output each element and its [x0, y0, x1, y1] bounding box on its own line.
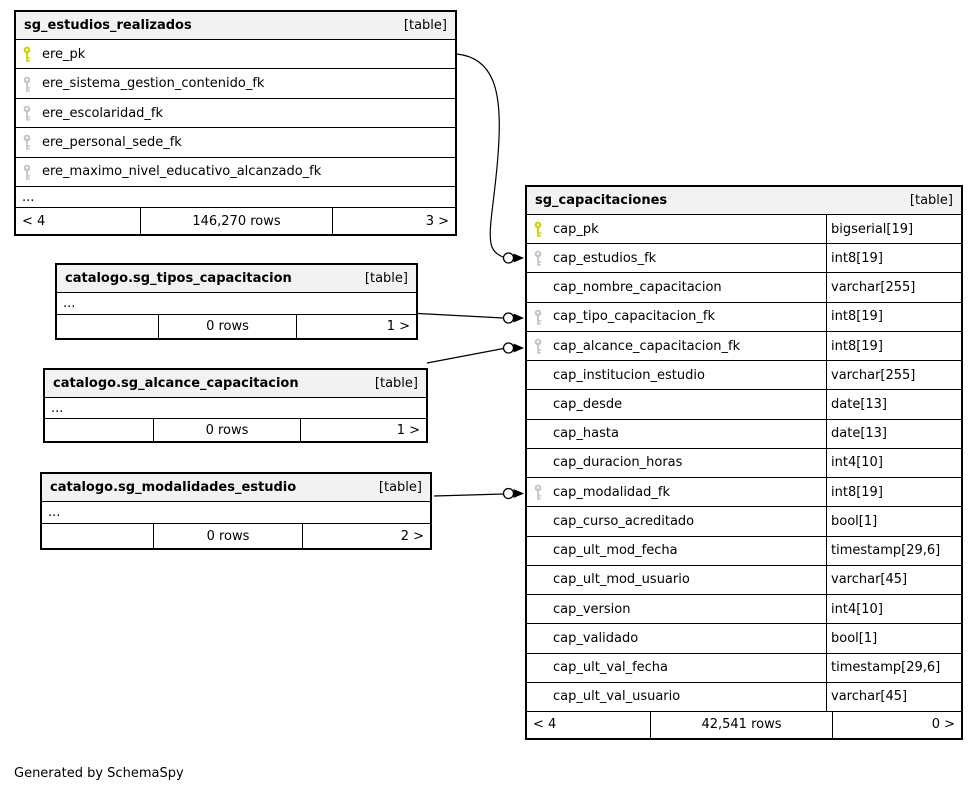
table-tag: [table] — [364, 271, 408, 286]
table-footer — [42, 524, 430, 548]
column-type: timestamp[29,6] — [826, 654, 961, 682]
foreign-key-icon — [22, 164, 32, 180]
edge-estudios-to-cap-estudios-fk — [457, 54, 503, 257]
table-row — [527, 361, 961, 390]
column-type: int8[19] — [826, 244, 961, 272]
column-name: cap_tipo_capacitacion_fk — [553, 309, 715, 325]
table-row — [16, 69, 455, 98]
table-footer — [527, 712, 961, 738]
edge-arrowhead — [514, 254, 525, 263]
table-row — [527, 215, 961, 244]
edge-endpoint-circle — [504, 253, 514, 263]
column-type: bool[1] — [826, 624, 961, 652]
column-name: cap_duracion_horas — [553, 455, 683, 471]
related-tables-left: < 4 — [533, 717, 557, 733]
column-name: cap_modalidad_fk — [553, 484, 670, 500]
table-row — [527, 420, 961, 449]
edge-alcance-to-cap-alcance-fk — [427, 349, 504, 364]
table-row — [527, 537, 961, 566]
column-name: cap_ult_mod_usuario — [553, 572, 690, 588]
column-type: int8[19] — [826, 478, 961, 506]
table-sg-capacitaciones[interactable] — [525, 185, 963, 740]
column-name: ere_personal_sede_fk — [42, 134, 182, 150]
table-sg-estudios-realizados[interactable] — [14, 10, 457, 236]
column-name: cap_validado — [553, 630, 639, 646]
table-row — [527, 566, 961, 595]
column-name: cap_nombre_capacitacion — [553, 280, 722, 296]
table-title[interactable]: catalogo.sg_tipos_capacitacion — [65, 271, 292, 286]
column-type: int4[10] — [826, 449, 961, 477]
hidden-columns-ellipsis: ... — [57, 293, 416, 315]
table-title[interactable]: catalogo.sg_alcance_capacitacion — [53, 376, 299, 391]
table-row — [527, 507, 961, 536]
column-name: cap_pk — [553, 221, 599, 237]
generated-by-note: Generated by SchemaSpy — [14, 766, 184, 781]
table-header — [42, 474, 430, 502]
column-type: bigserial[19] — [826, 215, 961, 243]
column-type: int8[19] — [826, 332, 961, 360]
edge-arrowhead — [514, 314, 525, 323]
row-count: 42,541 rows — [650, 712, 833, 738]
hidden-columns-ellipsis: ... — [45, 398, 426, 419]
column-name: cap_institucion_estudio — [553, 367, 705, 383]
table-header — [45, 370, 426, 398]
column-name: cap_ult_val_fecha — [553, 660, 669, 676]
primary-key-icon — [533, 221, 543, 237]
table-tag: [table] — [374, 376, 418, 391]
table-tag: [table] — [909, 193, 953, 208]
table-footer — [45, 419, 426, 441]
column-name: cap_desde — [553, 397, 623, 413]
table-title[interactable]: catalogo.sg_modalidades_estudio — [50, 480, 297, 495]
edge-endpoint-circle — [504, 343, 514, 353]
foreign-key-icon — [22, 105, 32, 121]
column-type: int8[19] — [826, 303, 961, 331]
column-type: timestamp[29,6] — [826, 537, 961, 565]
column-name: cap_ult_mod_fecha — [553, 543, 678, 559]
table-row — [527, 683, 961, 712]
table-row — [527, 595, 961, 624]
hidden-columns-ellipsis: ... — [42, 502, 430, 524]
column-type: int4[10] — [826, 595, 961, 623]
table-header — [57, 265, 416, 293]
row-count: 0 rows — [153, 524, 303, 548]
related-tables-left — [45, 419, 153, 441]
table-row — [527, 244, 961, 273]
table-row — [527, 390, 961, 419]
foreign-key-icon — [533, 484, 543, 500]
column-name: ere_pk — [42, 46, 86, 62]
related-tables-right: 2 > — [400, 528, 424, 544]
related-tables-left: < 4 — [22, 213, 46, 229]
table-row — [16, 128, 455, 157]
column-name: ere_escolaridad_fk — [42, 105, 164, 121]
related-tables-right: 3 > — [425, 213, 449, 229]
column-name: ere_maximo_nivel_educativo_alcanzado_fk — [42, 164, 322, 180]
edge-arrowhead — [514, 489, 525, 498]
table-row — [527, 273, 961, 302]
column-name: cap_version — [553, 601, 631, 617]
column-type: varchar[255] — [826, 273, 961, 301]
edge-tipos-to-cap-tipo-fk — [418, 314, 504, 319]
table-tag: [table] — [378, 480, 422, 495]
table-row — [527, 303, 961, 332]
table-header — [16, 12, 455, 40]
foreign-key-icon — [533, 250, 543, 266]
column-type: date[13] — [826, 420, 961, 448]
column-name: ere_sistema_gestion_contenido_fk — [42, 76, 265, 92]
row-count: 0 rows — [158, 315, 297, 338]
table-row — [16, 158, 455, 187]
edge-arrowhead — [514, 344, 525, 353]
related-tables-right: 1 > — [386, 319, 410, 334]
column-type: varchar[45] — [826, 683, 961, 711]
related-tables-right: 0 > — [931, 717, 955, 733]
column-name: cap_ult_val_usuario — [553, 689, 681, 705]
edge-modalidades-to-cap-modalidad-fk — [434, 494, 504, 496]
table-tag: [table] — [403, 18, 447, 33]
related-tables-right: 1 > — [396, 422, 420, 438]
table-row — [527, 449, 961, 478]
column-type: varchar[45] — [826, 566, 961, 594]
table-title[interactable]: sg_capacitaciones — [535, 193, 668, 208]
column-name: cap_alcance_capacitacion_fk — [553, 338, 741, 354]
table-footer — [16, 208, 455, 234]
table-row — [527, 332, 961, 361]
related-tables-left — [57, 315, 158, 338]
column-type: date[13] — [826, 390, 961, 418]
column-name: cap_curso_acreditado — [553, 513, 695, 529]
table-catalogo-sg-modalidades-estudio[interactable] — [40, 472, 432, 550]
foreign-key-icon — [22, 76, 32, 92]
column-type: bool[1] — [826, 507, 961, 535]
row-count: 146,270 rows — [140, 208, 333, 234]
column-name: cap_hasta — [553, 426, 619, 442]
table-row — [527, 624, 961, 653]
primary-key-icon — [22, 46, 32, 62]
table-row — [16, 40, 455, 69]
column-type: varchar[255] — [826, 361, 961, 389]
edge-endpoint-circle — [504, 489, 514, 499]
row-count: 0 rows — [153, 419, 301, 441]
hidden-columns-ellipsis: ... — [16, 187, 455, 208]
edge-endpoint-circle — [504, 313, 514, 323]
foreign-key-icon — [22, 134, 32, 150]
table-catalogo-sg-alcance-capacitacion[interactable] — [43, 368, 428, 443]
foreign-key-icon — [533, 338, 543, 354]
related-tables-left — [42, 524, 153, 548]
table-row — [16, 99, 455, 128]
column-name: cap_estudios_fk — [553, 250, 657, 266]
table-row — [527, 478, 961, 507]
table-title[interactable]: sg_estudios_realizados — [24, 18, 192, 33]
table-header — [527, 187, 961, 215]
table-catalogo-sg-tipos-capacitacion[interactable] — [55, 263, 418, 340]
table-footer — [57, 315, 416, 338]
foreign-key-icon — [533, 309, 543, 325]
table-row — [527, 654, 961, 683]
